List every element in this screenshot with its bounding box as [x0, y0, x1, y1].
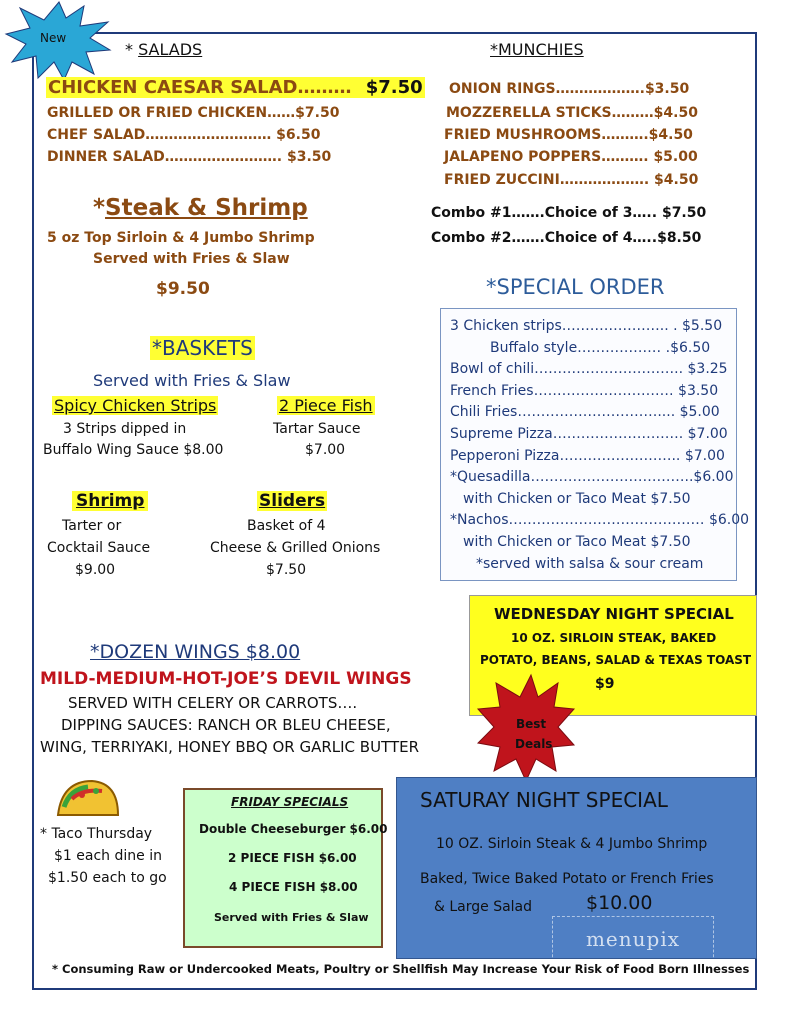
- special-line: [450, 361, 728, 377]
- munchies-item: [449, 81, 689, 97]
- taco-line2: $1 each dine in: [54, 848, 162, 864]
- special-text: Chili Fries…………………………....: [450, 404, 676, 420]
- footer-disclaimer: * Consuming Raw or Undercooked Meats, Poultry or Shellfish May Increase Your Risk of Food Born Illnesses: [52, 962, 750, 976]
- basket-line: 3 Strips dipped in: [63, 421, 187, 437]
- salads-heading-text: SALADS: [138, 40, 203, 59]
- special-price: $7.50: [650, 491, 691, 507]
- munchies-dots: ……………….: [555, 81, 645, 97]
- special-text: Pepperoni Pizza……………………..: [450, 448, 681, 464]
- special-line: [450, 448, 725, 464]
- wings-levels: MILD-MEDIUM-HOT-JOE’S DEVIL WINGS: [40, 669, 412, 689]
- combo-price: $7.50: [661, 205, 707, 221]
- munchies-price: $4.50: [654, 172, 699, 188]
- salad-price: $7.50: [295, 105, 340, 121]
- munchies-name: FRIED ZUCCINI: [444, 172, 560, 188]
- basket-line: Cheese & Grilled Onions: [210, 540, 381, 556]
- special-text: Supreme Pizza……………………….: [450, 426, 684, 442]
- saturday-line3: & Large Salad: [434, 899, 533, 915]
- salad-item-dinner: [47, 149, 331, 165]
- munchies-item: [446, 105, 698, 121]
- saturday-title: SATURAY NIGHT SPECIAL: [420, 788, 668, 812]
- taco-line1: * Taco Thursday: [40, 826, 153, 842]
- special-text: Buffalo style……………… .: [490, 340, 671, 356]
- special-price: $7.00: [684, 448, 725, 464]
- salad-item-chef: [47, 127, 320, 143]
- basket-line: $7.00: [305, 442, 346, 458]
- special-text: Bowl of chili…………………………..: [450, 361, 684, 377]
- combo-text: Combo #1…….Choice of 3…..: [431, 205, 658, 221]
- friday-specials-box: [183, 788, 383, 948]
- basket-line: $7.50: [266, 562, 307, 578]
- munchies-item: [444, 127, 693, 143]
- special-line: [450, 512, 749, 528]
- basket-line: Cocktail Sauce: [47, 540, 151, 556]
- friday-line: 2 PIECE FISH $6.00: [228, 851, 357, 865]
- baskets-heading: *BASKETS: [152, 336, 253, 360]
- special-text: *Quesadilla……………………………..: [450, 469, 694, 485]
- salad-name: DINNER SALAD: [47, 149, 165, 165]
- taco-icon: [52, 777, 122, 821]
- friday-line: Served with Fries & Slaw: [214, 911, 369, 924]
- salad-price: $7.50: [365, 77, 423, 98]
- munchies-item: [444, 172, 698, 188]
- baskets-subheading: Served with Fries & Slaw: [93, 371, 291, 390]
- basket-line: $9.00: [75, 562, 116, 578]
- salad-name: CHICKEN CAESAR SALAD: [48, 77, 298, 98]
- best-deals-line2: Deals: [515, 737, 553, 751]
- special-line: [450, 469, 734, 485]
- special-line: [450, 383, 718, 399]
- wings-line1: SERVED WITH CELERY OR CARROTS….: [68, 694, 358, 712]
- salad-dots: ………: [297, 77, 352, 98]
- munchies-price: $4.50: [648, 127, 693, 143]
- munchies-dots: ……………….: [559, 172, 650, 188]
- watermark: menupix: [552, 916, 714, 962]
- wednesday-line2: POTATO, BEANS, SALAD & TEXAS TOAST: [480, 653, 752, 667]
- munchies-item: [444, 149, 698, 165]
- special-text: *served with salsa & sour cream: [476, 556, 704, 572]
- special-price: $6.00: [693, 469, 734, 485]
- special-line: [490, 340, 710, 356]
- basket-line: Tartar Sauce: [273, 421, 361, 437]
- friday-line: 4 PIECE FISH $8.00: [229, 880, 358, 894]
- special-line: [450, 426, 728, 442]
- basket-line: Basket of 4: [247, 518, 326, 534]
- salad-dots: …………………….: [164, 149, 283, 165]
- munchies-dots: ……….: [601, 127, 649, 143]
- salad-name: CHEF SALAD: [47, 127, 146, 143]
- special-text: with Chicken or Taco Meat: [463, 491, 646, 507]
- munchies-name: ONION RINGS: [449, 81, 556, 97]
- combo-1: [431, 205, 706, 221]
- salad-dots: ………………………: [145, 127, 272, 143]
- combo-text: Combo #2…….Choice of 4…..: [431, 230, 658, 246]
- basket-line: Tarter or: [62, 518, 122, 534]
- steak-shrimp-line2: Served with Fries & Slaw: [93, 251, 290, 267]
- special-line: [450, 318, 722, 334]
- salad-price: $6.50: [276, 127, 321, 143]
- basket-title-sliders: Sliders: [259, 491, 326, 511]
- saturday-line2: Baked, Twice Baked Potato or French Fries: [420, 871, 714, 887]
- new-badge-label: New: [40, 31, 67, 45]
- munchies-name: MOZZERELLA STICKS: [446, 105, 612, 121]
- basket-title-shrimp: Shrimp: [72, 491, 148, 511]
- special-text: French Fries…………………………: [450, 383, 674, 399]
- steak-shrimp-price: $9.50: [156, 279, 210, 299]
- special-price: $6.00: [708, 512, 750, 528]
- special-price: $7.00: [687, 426, 728, 442]
- salad-name: GRILLED OR FRIED CHICKEN: [47, 105, 268, 121]
- wings-line2: DIPPING SAUCES: RANCH OR BLEU CHEESE,: [61, 716, 391, 734]
- salad-item-grilled: [47, 105, 339, 121]
- wednesday-title: WEDNESDAY NIGHT SPECIAL: [494, 605, 734, 623]
- special-line: [463, 534, 691, 550]
- munchies-heading: *MUNCHIES: [490, 40, 584, 59]
- special-price: $3.50: [678, 383, 719, 399]
- basket-title-fish: 2 Piece Fish: [279, 396, 373, 415]
- saturday-line1: 10 OZ. Sirloin Steak & 4 Jumbo Shrimp: [436, 836, 708, 852]
- salad-price: $3.50: [286, 149, 332, 165]
- munchies-dots: ……….: [601, 149, 649, 165]
- steak-shrimp-line1: 5 oz Top Sirloin & 4 Jumbo Shrimp: [47, 230, 315, 246]
- munchies-price: $4.50: [653, 105, 698, 121]
- wings-line3: WING, TERRIYAKI, HONEY BBQ OR GARLIC BUTTER: [40, 738, 420, 756]
- special-line: [476, 556, 703, 572]
- special-text: *Nachos……………………………………: [450, 512, 705, 528]
- steak-shrimp-title: [93, 195, 308, 221]
- salads-heading: [125, 40, 202, 59]
- special-price: $7.50: [650, 534, 691, 550]
- best-deals-line1: Best: [516, 717, 547, 731]
- wednesday-price: $9: [595, 676, 615, 692]
- taco-line3: $1.50 each to go: [48, 870, 167, 886]
- steak-title-text: Steak & Shrimp: [105, 195, 308, 221]
- special-line: [463, 491, 691, 507]
- steak-star: *: [93, 195, 106, 221]
- munchies-name: JALAPENO POPPERS: [444, 149, 602, 165]
- munchies-price: $3.50: [644, 81, 690, 97]
- special-order-heading: *SPECIAL ORDER: [486, 275, 665, 299]
- special-line: [450, 404, 720, 420]
- friday-title: FRIDAY SPECIALS: [231, 795, 349, 809]
- special-price: $3.25: [687, 361, 728, 377]
- friday-line: Double Cheeseburger $6.00: [199, 822, 388, 836]
- munchies-name: FRIED MUSHROOMS: [444, 127, 602, 143]
- salad-item-caesar: [46, 77, 425, 98]
- wednesday-line1: 10 OZ. SIRLOIN STEAK, BAKED: [511, 631, 717, 645]
- saturday-price: $10.00: [586, 892, 653, 914]
- special-text: 3 Chicken strips………………….. .: [450, 318, 678, 334]
- combo-2: [431, 230, 701, 246]
- special-price: $5.00: [679, 404, 720, 420]
- salads-star: *: [125, 40, 133, 59]
- basket-title-chicken: Spicy Chicken Strips: [54, 396, 217, 415]
- special-text: with Chicken or Taco Meat: [463, 534, 646, 550]
- combo-price: $8.50: [657, 230, 702, 246]
- salad-dots: ……: [267, 105, 296, 121]
- wings-title: *DOZEN WINGS $8.00: [90, 641, 301, 663]
- special-price: $5.50: [682, 318, 723, 334]
- special-price: $6.50: [670, 340, 711, 356]
- munchies-price: $5.00: [653, 149, 698, 165]
- munchies-dots: ………: [611, 105, 654, 121]
- basket-line: Buffalo Wing Sauce $8.00: [43, 442, 224, 458]
